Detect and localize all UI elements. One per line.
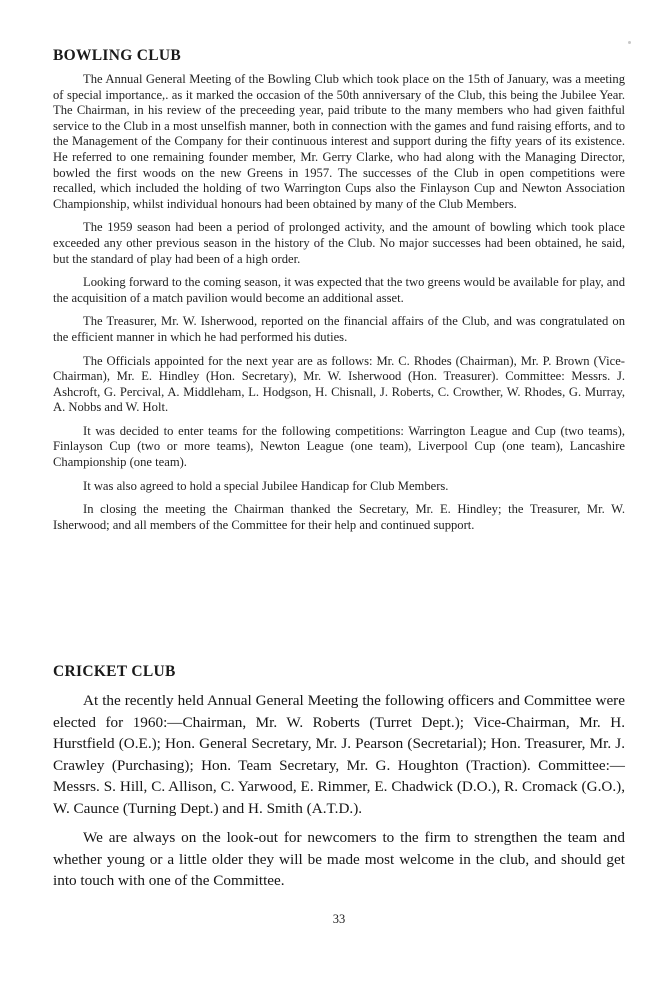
cricket-paragraph-newcomers: We are always on the look-out for newcomers to the firm to strengthen the team and whether young or a little older they will be made most welcome in the club, and should get into touch with one of the Committee. (53, 829, 625, 889)
scan-speck-mark (628, 41, 631, 44)
bowling-club-heading: BOWLING CLUB (53, 47, 182, 64)
bowling-paragraph-handicap: It was also agreed to hold a special Jubilee Handicap for Club Members. (83, 478, 449, 493)
cricket-club-heading: CRICKET CLUB (53, 663, 176, 680)
bowling-club-body (53, 72, 625, 541)
bowling-paragraph-agm: The Annual General Meeting of the Bowling Club which took place on the 15th of January, was a meeting of special importance,. as it marked the occasion of the 50th anniversary of the Club, this being the Jubilee Year. The Chairman, in his review of the preceeding year, paid tribute to the many members who had given faithful service to the Club in a most unselfish manner, both in connection with the games and fund raising efforts, and to the Management of the Company for their continuous interest and support during the fifty years of its existence. He referred to one remaining founder member, Mr. Gerry Clarke, who had along with the Managing Director, bowled the first woods on the new Greens in 1957. The successes of the Club in open competitions were recalled, which included the holding of two Warrington Cups also the Finlayson Cup and Newton Association Championship, whilst individual honours had been obtained by many of the Club Members. (53, 72, 625, 211)
bowling-paragraph-treasurer: The Treasurer, Mr. W. Isherwood, reported on the financial affairs of the Club, and was congratulated on the efficient manner in which he had performed his duties. (53, 314, 625, 344)
page-number: 33 (332, 912, 346, 926)
bowling-paragraph-outlook: Looking forward to the coming season, it was expected that the two greens would be available for play, and the acquisition of a match pavilion would become an additional asset. (53, 275, 625, 305)
bowling-paragraph-competitions: It was decided to enter teams for the following competitions: Warrington League and Cup (two teams), Finlayson Cup (two or more teams), Newton League (one team), Liverpool Cup (one team), Lancashire Championship (one team). (53, 423, 625, 470)
cricket-club-body (53, 690, 625, 900)
bowling-paragraph-closing: In closing the meeting the Chairman thanked the Secretary, Mr. E. Hindley; the Treasurer, Mr. W. Isherwood; and all members of the Committee for their help and continued support. (53, 502, 625, 532)
bowling-paragraph-season: The 1959 season had been a period of prolonged activity, and the amount of bowling which took place exceeded any other previous season in the history of the Club. No major successes had been obtained, he said, but the standard of play had been of a high order. (53, 220, 625, 266)
cricket-paragraph-officers: At the recently held Annual General Meeting the following officers and Committee were elected for 1960:—Chairman, Mr. W. Roberts (Turret Dept.); Vice-Chairman, Mr. H. Hurstfield (O.E.); Hon. General Secretary, Mr. J. Pearson (Secretarial); Hon. Treasurer, Mr. J. Crawley (Purchasing); Hon. Team Secretary, Mr. G. Houghton (Traction). Committee:—Messrs. S. Hill, C. Allison, C. Yarwood, E. Rimmer, E. Chadwick (D.O.), R. Cromack (G.O.), W. Caunce (Turning Dept.) and H. Smith (A.T.D.). (53, 692, 625, 817)
bowling-paragraph-officials: The Officials appointed for the next year are as follows: Mr. C. Rhodes (Chairman), Mr. P. Brown (Vice-Chairman), Mr. E. Hindley (Hon. Secretary), Mr. W. Isherwood (Hon. Treasurer). Committee: Messrs. J. Ashcroft, G. Percival, A. Middleham, L. Hodgson, H. Chisnall, J. Roberts, C. Crowther, W. Rhodes, G. Murray, A. Nobbs and W. Holt. (53, 353, 625, 415)
